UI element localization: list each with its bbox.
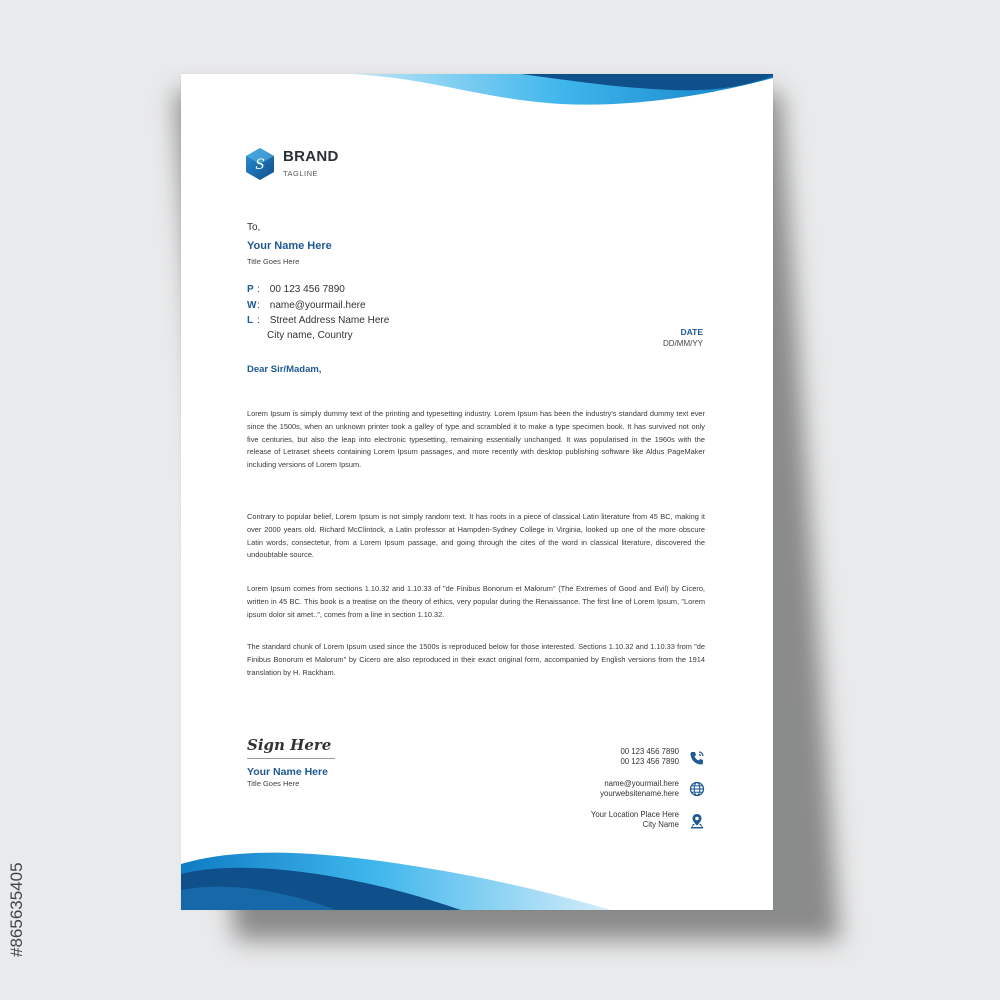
date-value: DD/MM/YY: [663, 339, 703, 348]
letterhead-page: [181, 74, 773, 910]
recipient-title: Title Goes Here: [247, 257, 300, 266]
bottom-wave-decoration: [181, 850, 773, 910]
brand-logo-icon: [245, 147, 275, 181]
contact-phone-key: P: [247, 284, 254, 295]
side-id-label: #865635405: [7, 862, 26, 957]
location-pin-icon: [689, 813, 705, 829]
date-label: DATE: [680, 327, 703, 337]
svg-text:S: S: [255, 157, 265, 173]
brand-name: BRAND: [283, 148, 339, 165]
signer-title: Title Goes Here: [247, 779, 300, 788]
footer-web-line: name@yourmail.here: [604, 779, 679, 788]
footer-location-line: City Name: [642, 820, 679, 829]
salutation: Dear Sir/Madam,: [247, 364, 322, 375]
contact-web-key: W: [247, 300, 257, 311]
contact-city: [267, 330, 353, 341]
brand-tagline: TAGLINE: [283, 169, 319, 178]
side-id-text: [7, 757, 31, 957]
body-paragraph: Lorem Ipsum comes from sections 1.10.32 and 1.10.33 of "de Finibus Bonorum et Malorum" (The Extremes of Good and Evil) by Cicero, written in 45 BC. This book is a treatise on the theory of ethics, very popular during the Renaissance. The first line of Lorem Ipsum, "Lorem ipsum dolor sit amet..", comes from a line in section 1.10.32.: [247, 584, 705, 619]
contact-city-value: City name, Country: [267, 330, 353, 341]
footer-phone-line: 00 123 456 7890: [620, 757, 679, 766]
body-paragraph: Contrary to popular belief, Lorem Ipsum is not simply random text. It has roots in a piece of classical Latin literature from 45 BC, making it over 2000 years old. Richard McClintock, a Latin professor at Hampden-Sydney College in Virginia, looked up one of the more obscure Latin words, consectetur, from a Lorem Ipsum passage, and going through the cites of the word in classical literature, discovered the undoubtable source.: [247, 512, 705, 560]
footer-phone-line: 00 123 456 7890: [620, 747, 679, 756]
footer-phone: [620, 747, 679, 767]
globe-icon: [689, 781, 705, 797]
footer-location-line: Your Location Place Here: [590, 810, 679, 819]
body-paragraph: The standard chunk of Lorem Ipsum used since the 1500s is reproduced below for those interested. Sections 1.10.32 and 1.10.33 from "de Finibus Bonorum et Malorum" by Cicero are also reproduced in their exact original form, accompanied by English versions from the 1914 translation by H. Rackham.: [247, 642, 705, 677]
contact-web-value: name@yourmail.here: [269, 300, 366, 311]
phone-icon: [689, 750, 705, 766]
top-wave-decoration: [181, 74, 773, 144]
recipient-name: Your Name Here: [247, 240, 332, 252]
body-paragraph: Lorem Ipsum is simply dummy text of the printing and typesetting industry. Lorem Ipsum has been the industry's standard dummy text ever since the 1500s, when an unknown printer took a galley of type and scrambled it to make a type specimen book. It has survived not only five centuries, but also the leap into electronic typesetting, remaining essentially unchanged. It was popularised in the 1960s with the release of Letraset sheets containing Lorem Ipsum passages, and more recently with desktop publishing software like Aldus PageMaker including versions of Lorem Ipsum.: [247, 409, 705, 470]
contact-phone: P : 00 123 456 7890: [247, 284, 345, 295]
footer-location: [591, 810, 679, 830]
signature: Sign Here: [247, 736, 332, 754]
to-label: To,: [247, 222, 261, 233]
contact-phone-value: 00 123 456 7890: [269, 284, 345, 295]
signature-line: [247, 758, 335, 759]
footer-web: [600, 779, 679, 799]
footer-web-line: yourwebsitename.here: [600, 789, 679, 798]
contact-web: W: name@yourmail.here: [247, 300, 366, 311]
contact-location: L : Street Address Name Here: [247, 315, 390, 326]
contact-location-value: Street Address Name Here: [269, 315, 390, 326]
signer-name: Your Name Here: [247, 766, 328, 778]
contact-location-key: L: [247, 315, 254, 326]
